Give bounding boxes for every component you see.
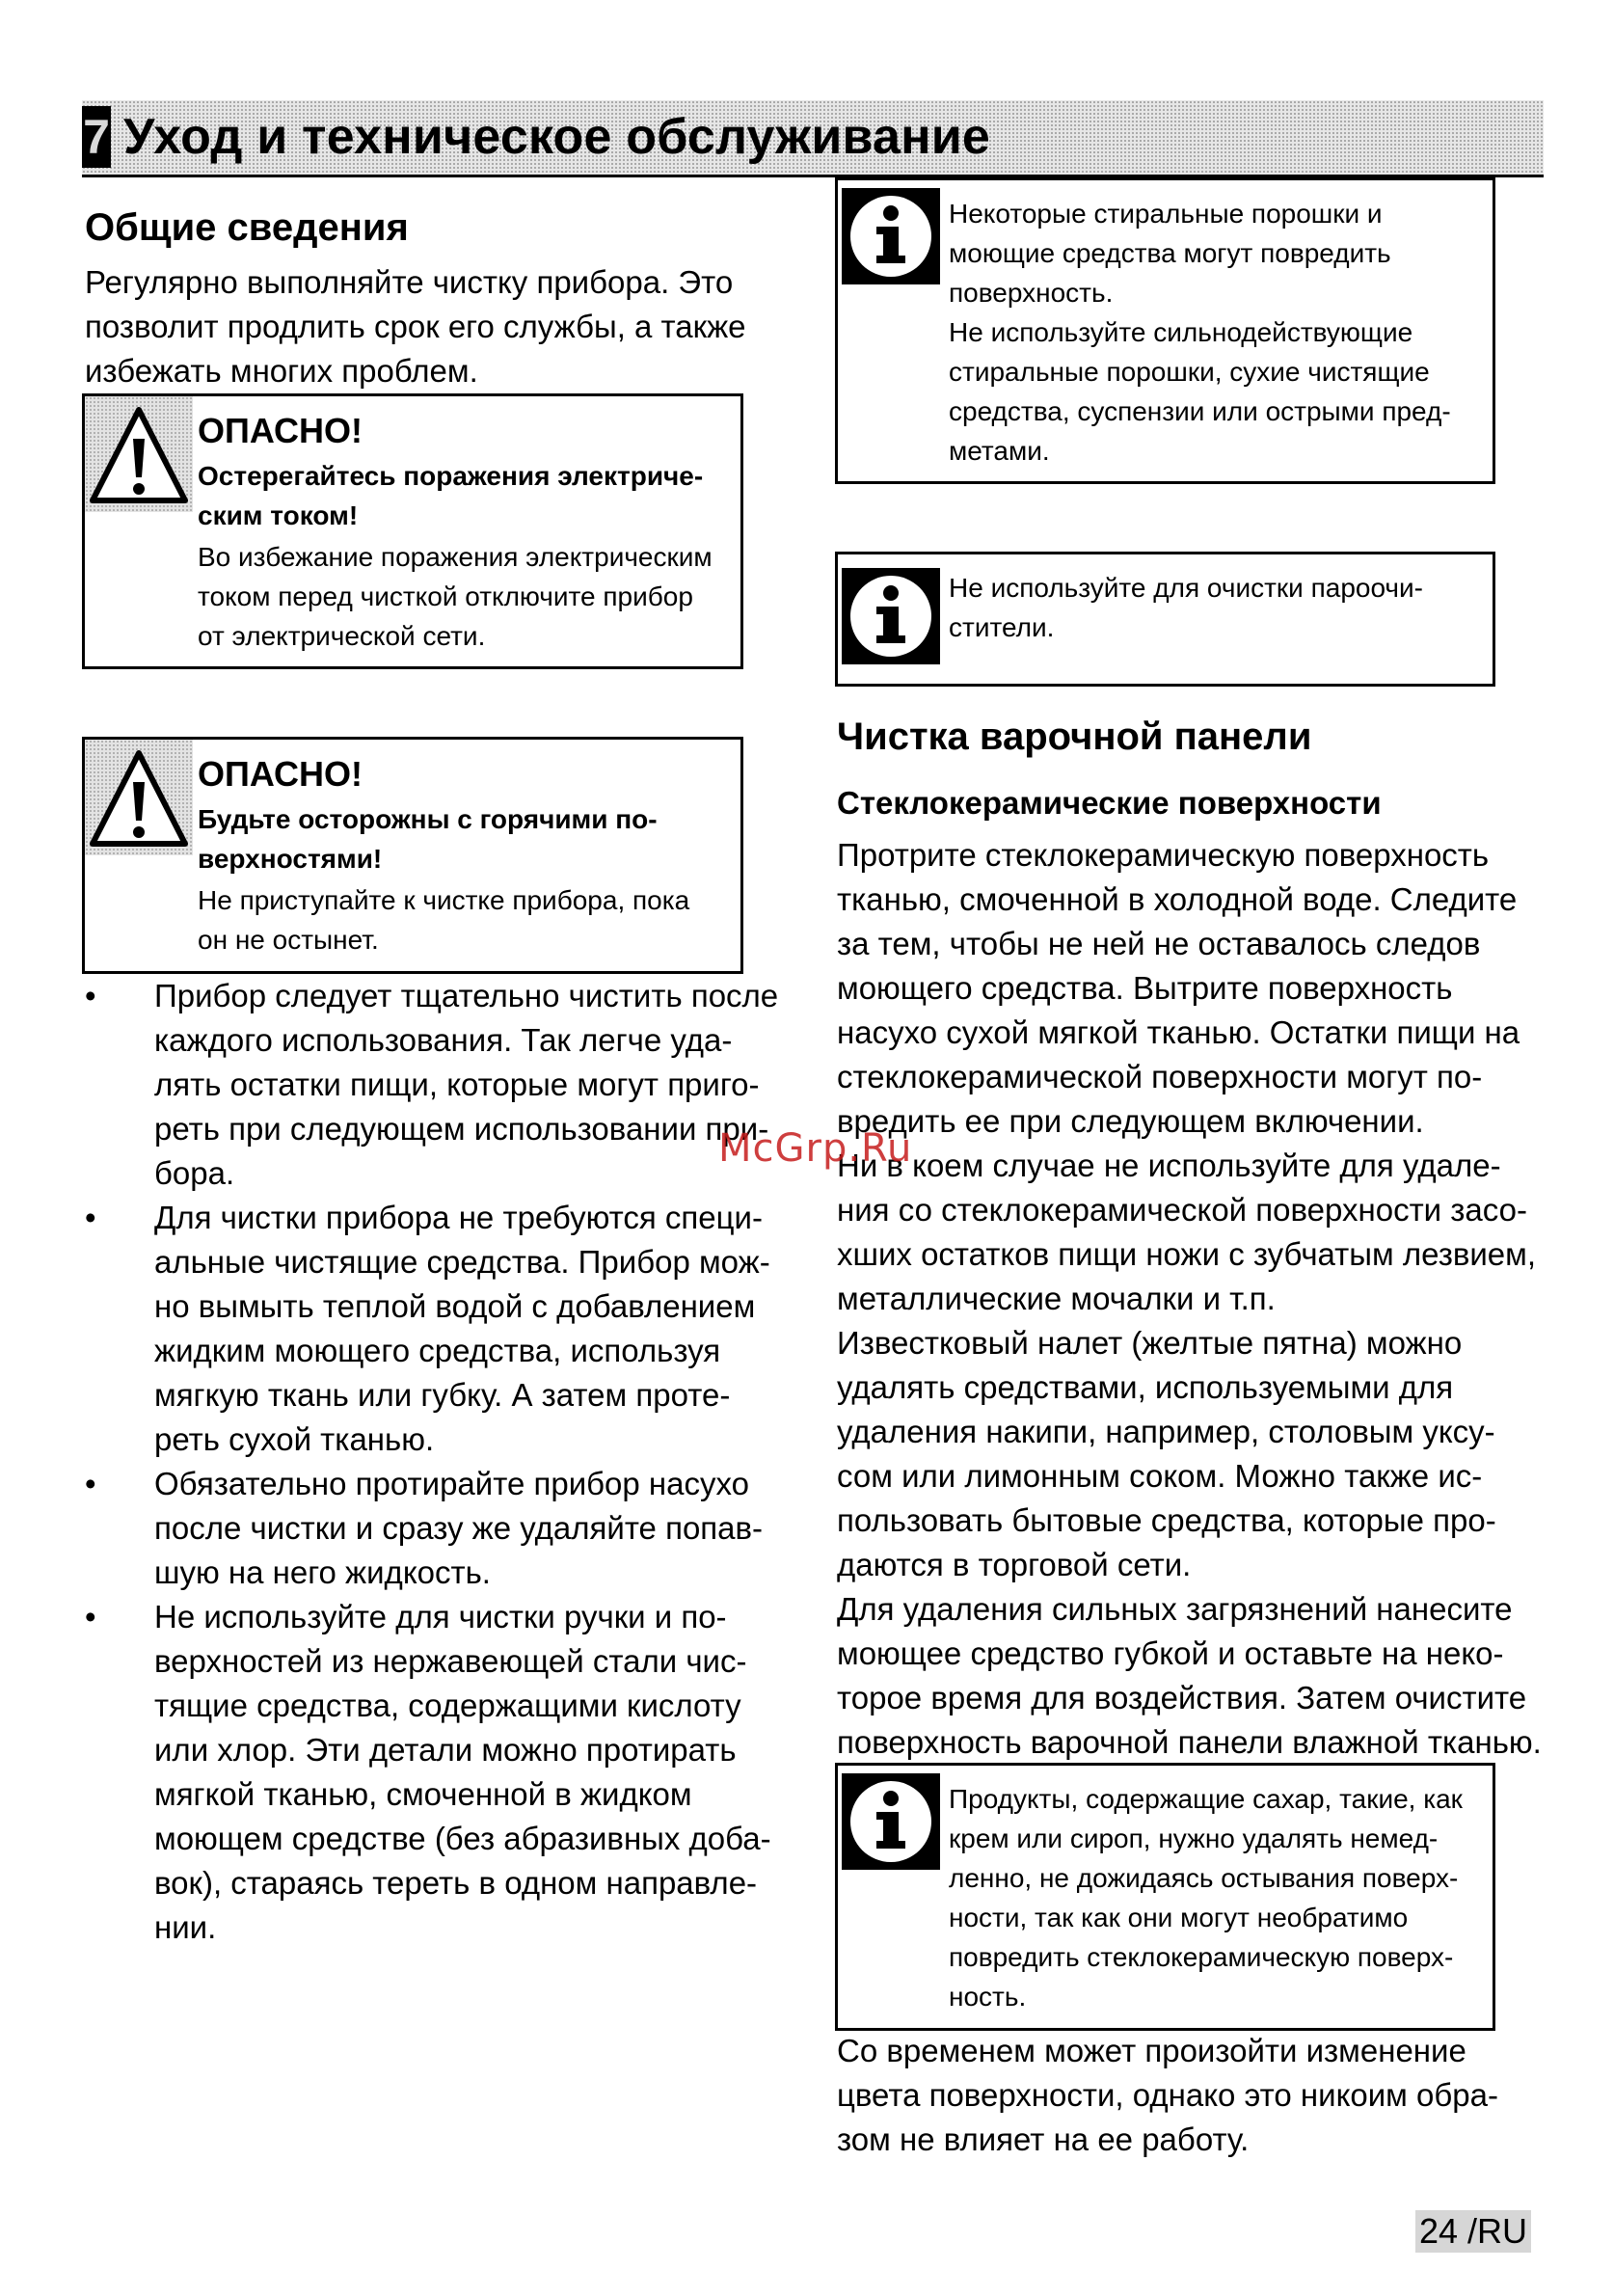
list-item: Для чистки прибора не требуются специ- альные чистящие средства. Прибор мож- но вымыть теплой водой с добавлением жидким моющего средства, используя мягкую ткань или губку. А затем проте- реть сухой тканью. <box>154 1200 770 1457</box>
warning-text: Во избежание поражения электрическим током перед чисткой отключите прибор от электрической сети. <box>198 542 713 651</box>
list-item: Не используйте для чистки ручки и по- верхностей из нержавеющей стали чис- тящие средства, содержащими кислоту или хлор. Эти детали можно протирать мягкой тканью, смоченной в жидком моющем средстве (без абразивных доба- вок), стараясь тереть в одном направле- нии. <box>154 1599 771 1945</box>
hob-heading: Чистка варочной панели <box>837 716 1312 758</box>
info-text: Некоторые стиральные порошки и моющие средства могут повредить поверхность. Не используйте сильнодействующие стиральные порошки, сухие чистящие средства, суспензии или острыми пред- метами. <box>949 199 1451 466</box>
warning-title: ОПАСНО! <box>198 411 363 450</box>
bullet-dot: • <box>85 1599 96 1634</box>
hob-text: Протрите стеклокерамическую поверхность тканью, смоченной в холодной воде. Следите за тем, чтобы не ней не оставалось следов моющего средства. Вытрите поверхность насухо сухой мягкой тканью. Остатки пищи на стеклокерамической поверхности могут по- вредить ее при следующем включении. Ни в коем случае не используйте для удале- ния со стеклокерамической поверхности засо- хших остатков пищи ножи с зубчатым лезвием, металлические мочалки и т.п. Известковый налет (желтые пятна) можно удалять средствами, используемыми для удаления накипи, например, столовым уксу- сом или лимонным соком. Можно также ис- пользовать бытовые средства, которые про- даются в торговой сети. Для удаления сильных загрязнений нанесите моющее средство губкой и оставьте на неко- торое время для воздействия. Затем очистите поверхность варочной панели влажной тканью. <box>837 837 1542 1760</box>
page-number: 24 /RU <box>1415 2210 1531 2253</box>
bullet-dot: • <box>85 1466 96 1501</box>
warning-box-electric <box>82 393 743 669</box>
general-text: Регулярно выполняйте чистку прибора. Это позволит продлить срок его службы, а также избежать многих проблем. <box>85 264 746 389</box>
closing-text: Со временем может произойти изменение цвета поверхности, однако это никоим обра- зом не влияет на ее работу. <box>837 2033 1498 2157</box>
warning-box-hot-surface <box>82 737 743 974</box>
warning-subtitle: Остерегайтесь поражения электриче- ским током! <box>198 461 704 530</box>
bullet-dot: • <box>85 978 96 1013</box>
warning-text: Не приступайте к чистке прибора, пока он не остынет. <box>198 885 690 955</box>
info-icon <box>838 560 944 676</box>
warning-triangle-icon <box>85 396 193 512</box>
bullet-dot: • <box>85 1200 96 1235</box>
warning-title: ОПАСНО! <box>198 754 363 794</box>
info-icon <box>838 180 944 296</box>
list-item: Прибор следует тщательно чистить после каждого использования. Так легче уда- лять остатки пищи, которые могут приго- реть при следующем использовании при- бора. <box>154 978 779 1191</box>
info-text: Не используйте для очистки пароочи- стители. <box>949 573 1423 642</box>
info-icon <box>838 1766 944 1881</box>
watermark: McGrp.Ru <box>718 1126 913 1171</box>
info-text: Продукты, содержащие сахар, такие, как крем или сироп, нужно удалять немед- ленно, не дожидаясь остывания поверх- ности, так как они могут необратимо повредить стеклокерамическую поверх- ность. <box>949 1784 1463 2012</box>
info-box-steam <box>835 552 1495 687</box>
warning-triangle-icon <box>85 740 193 855</box>
warning-subtitle: Будьте осторожны с горячими по- верхностями! <box>198 804 658 874</box>
general-heading: Общие сведения <box>85 206 409 249</box>
info-box-detergents <box>835 177 1495 484</box>
info-box-sugar <box>835 1763 1495 2031</box>
chapter-title: Уход и техническое обслуживание <box>123 109 990 165</box>
hob-subheading: Стеклокерамические поверхности <box>837 785 1382 821</box>
chapter-number: 7 <box>82 106 111 168</box>
list-item: Обязательно протирайте прибор насухо после чистки и сразу же удаляйте попав- шую на него жидкость. <box>154 1466 764 1590</box>
